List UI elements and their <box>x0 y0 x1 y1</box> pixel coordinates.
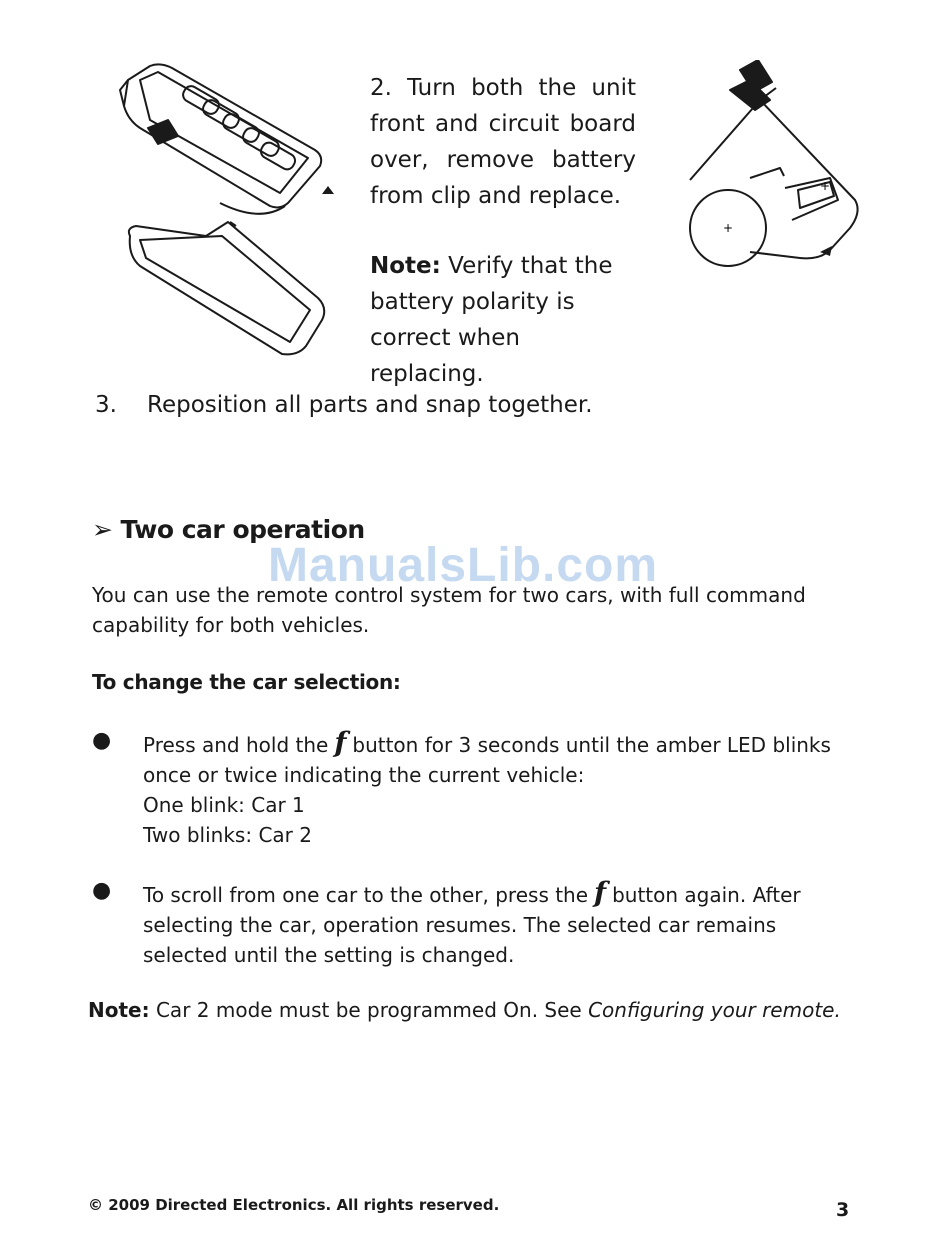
step-2-line: over, remove battery <box>370 147 636 173</box>
step-2-line: front and circuit board <box>370 111 636 137</box>
watermark: ManualsLib.com <box>268 539 659 592</box>
step-3-number: 3. <box>95 392 117 418</box>
section-title: Two car operation <box>120 515 365 544</box>
bullet-dot: ● <box>92 728 112 753</box>
bullet-item-1 <box>143 728 858 850</box>
page-number: 3 <box>836 1199 850 1221</box>
arrow-icon: ➢ <box>92 515 113 544</box>
step-2-line: 2. Turn both the unit <box>370 75 636 101</box>
svg-text:+: + <box>820 179 831 193</box>
intro-paragraph: You can use the remote control system for two cars, with full command capability for both vehicles. <box>92 583 806 637</box>
bullet-item-2 <box>143 878 858 970</box>
bullet-dot: ● <box>92 878 112 903</box>
copyright-footer: © 2009 Directed Electronics. All rights reserved. <box>88 1196 500 1214</box>
svg-text:+: + <box>722 221 734 235</box>
step-2-line: from clip and replace. <box>370 183 622 209</box>
bullet-1-line-2: One blink: Car 1 <box>143 793 305 817</box>
note-label: Note: <box>370 253 441 279</box>
subheading: To change the car selection: <box>92 670 401 694</box>
bullet-2-before: To scroll from one car to the other, press the <box>143 883 589 907</box>
battery-polarity-note <box>370 248 636 392</box>
note-text: Verify that the battery polarity is correct when replacing. <box>370 253 613 387</box>
bullet-2-after: button again. After selecting the car, operation resumes. The selected car remains selected until the setting is changed. <box>143 883 801 967</box>
car-2-note <box>88 998 841 1022</box>
bullet-1-after: button for 3 seconds until the amber LED blinks once or twice indicating the current vehicle: <box>143 733 831 787</box>
step-3-text: Reposition all parts and snap together. <box>147 392 593 418</box>
bullet-1-text <box>143 728 858 790</box>
note-label: Note: <box>88 998 150 1022</box>
note-text: Car 2 mode must be programmed On. See <box>149 998 589 1022</box>
step-2-text <box>370 70 636 214</box>
function-button-icon: f <box>334 726 347 759</box>
step-3 <box>95 392 593 418</box>
battery-replacement-illustration <box>680 60 870 270</box>
bullet-1-before: Press and hold the <box>143 733 329 757</box>
bullet-1-line-3: Two blinks: Car 2 <box>143 823 312 847</box>
note-reference: Configuring your remote. <box>588 998 841 1022</box>
function-button-icon: f <box>594 876 607 909</box>
remote-disassembly-illustration <box>110 58 345 368</box>
